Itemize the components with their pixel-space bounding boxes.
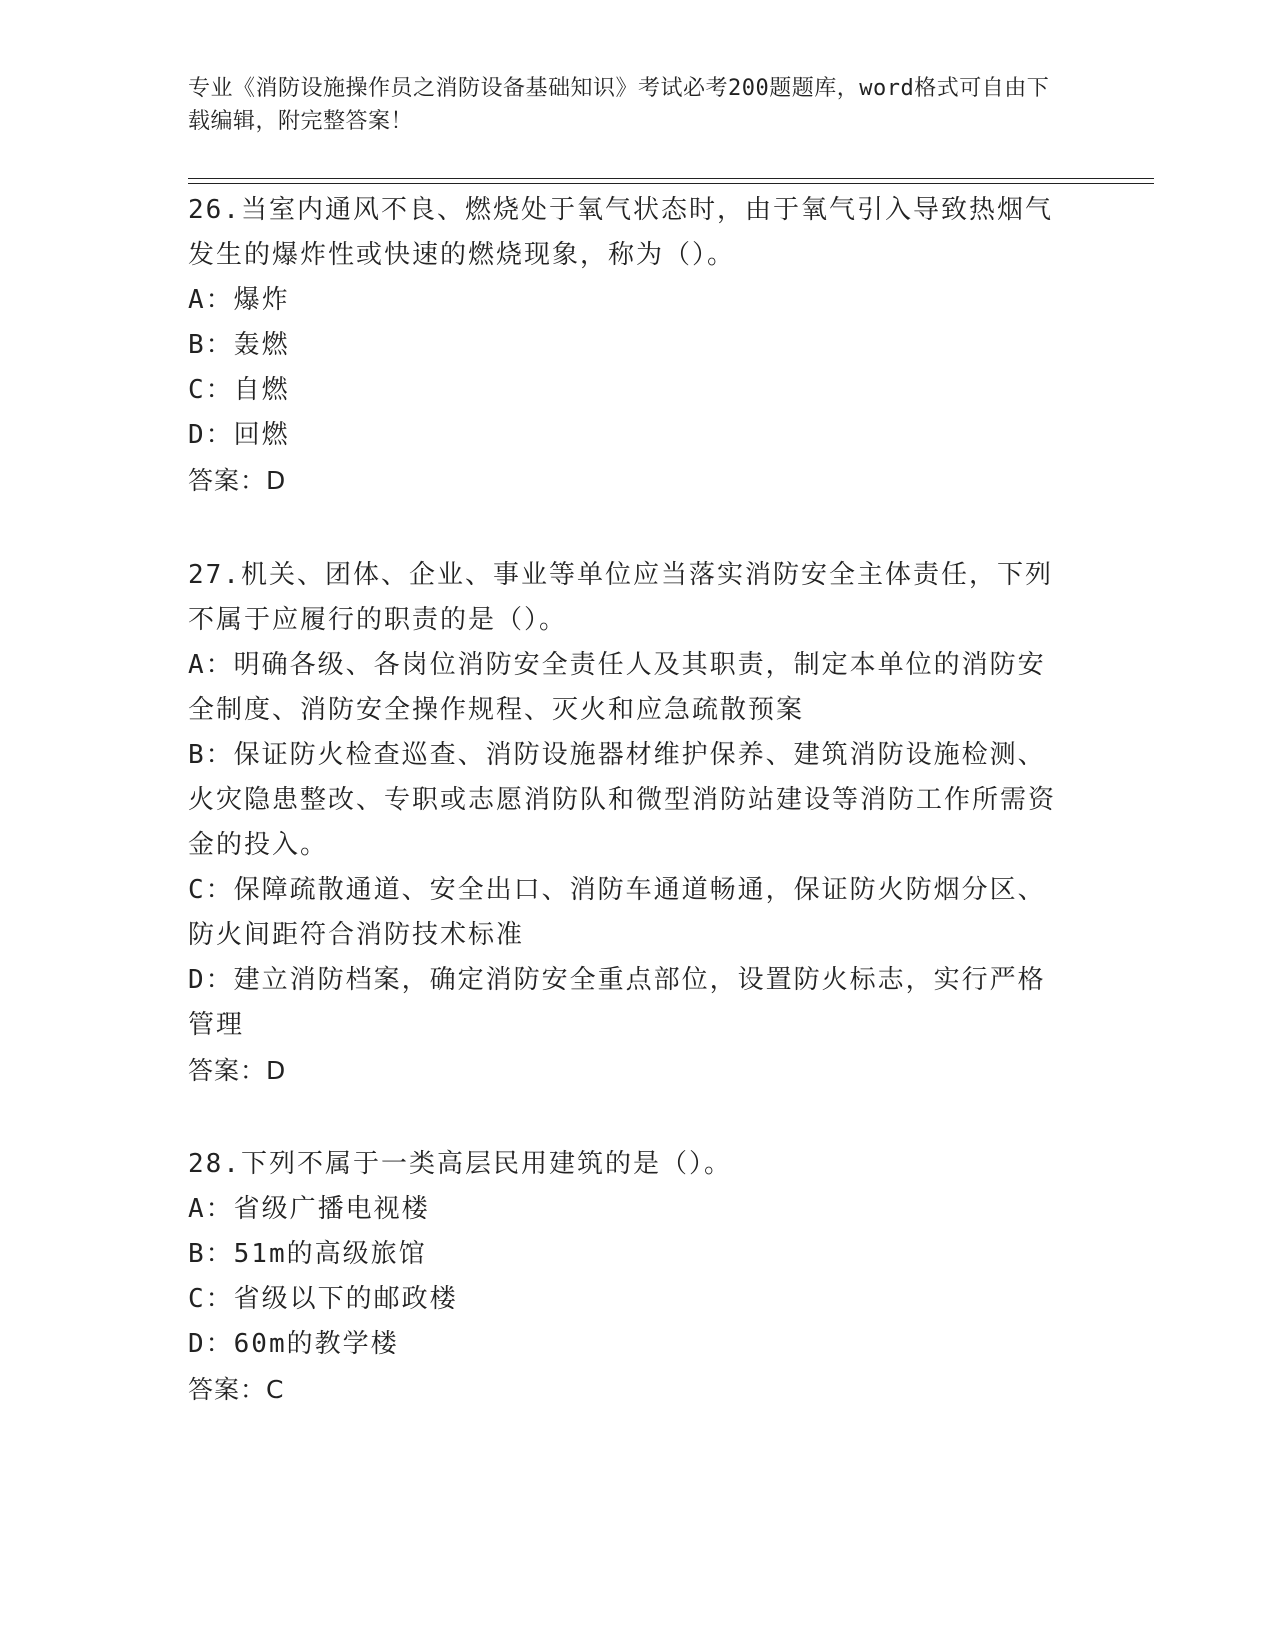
question-26	[188, 188, 1068, 503]
question-stem: 27.机关、团体、企业、事业等单位应当落实消防安全主体责任，下列不属于应履行的职责的是（）。	[188, 560, 1053, 635]
option-a: A：明确各级、各岗位消防安全责任人及其职责，制定本单位的消防安全制度、消防安全操作规程、灭火和应急疏散预案	[188, 650, 1046, 725]
option-d: D：建立消防档案，确定消防安全重点部位，设置防火标志，实行严格管理	[188, 965, 1046, 1040]
option-d: D：60m的教学楼	[188, 1329, 399, 1359]
question-28	[188, 1142, 1068, 1412]
option-b: B：51m的高级旅馆	[188, 1239, 427, 1269]
option-d: D：回燃	[188, 420, 290, 450]
option-b: B：轰燃	[188, 330, 290, 360]
option-a: A：爆炸	[188, 285, 290, 315]
answer-label: 答案：C	[188, 1375, 285, 1404]
option-c: C：保障疏散通道、安全出口、消防车通道畅通，保证防火防烟分区、防火间距符合消防技术标准	[188, 875, 1046, 950]
option-c: C：自燃	[188, 375, 290, 405]
option-b: B：保证防火检查巡查、消防设施器材维护保养、建筑消防设施检测、火灾隐患整改、专职或志愿消防队和微型消防站建设等消防工作所需资金的投入。	[188, 740, 1057, 860]
answer-label: 答案：D	[188, 466, 287, 495]
answer-label: 答案：D	[188, 1056, 287, 1085]
question-stem: 26.当室内通风不良、燃烧处于氧气状态时，由于氧气引入导致热烟气发生的爆炸性或快速的燃烧现象，称为（）。	[188, 195, 1053, 270]
option-c: C：省级以下的邮政楼	[188, 1284, 458, 1314]
question-27	[188, 553, 1068, 1093]
question-stem: 28.下列不属于一类高层民用建筑的是（）。	[188, 1149, 732, 1179]
document-header: 专业《消防设施操作员之消防设备基础知识》考试必考200题题库，word格式可自由下载编辑，附完整答案！	[188, 76, 1050, 134]
header-divider-top	[188, 178, 1154, 179]
option-a: A：省级广播电视楼	[188, 1194, 430, 1224]
header-divider-bottom	[188, 183, 1154, 184]
